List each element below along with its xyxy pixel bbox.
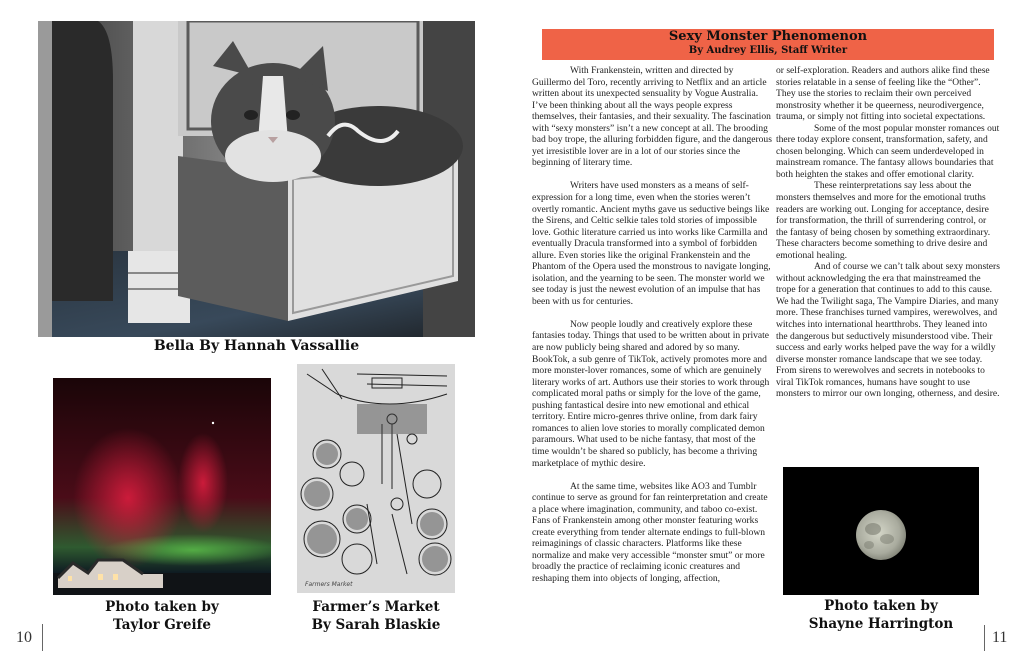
farmers-market-drawing	[297, 364, 455, 593]
farmers-market-caption	[280, 598, 472, 634]
aurora-caption	[53, 598, 271, 634]
page-number-divider-right	[984, 625, 985, 651]
article-column-1	[532, 65, 772, 584]
article-column-2	[776, 65, 1000, 400]
full-moon-photo	[783, 467, 979, 595]
moon-caption-line1: Photo taken by	[824, 598, 938, 614]
paragraph: or self-exploration. Readers and authors alike find these stories relatable in a sense of feeling like the “Other”. They use the stories to reclaim their own perceived monstrosity whether it be queerness, neurodivergence, trauma, or simply not fitting into societal expectations.	[776, 65, 990, 123]
paragraph: At the same time, websites like AO3 and Tumblr continue to serve as ground for fan reinterpretation and create a place where imagination, community, and taboo co-exist. Fans of Frankenstein among other monster featuring works create everything from tender alternate endings to full-blown reimaginings of classic characters. Platforms like these normalize and make very accessible “monster smut” or more broadly the practice of reclaiming iconic creatures and reshaping them into objects of longing, affection,	[532, 480, 768, 584]
moon-caption-line2: Shayne Harrington	[808, 616, 954, 632]
article-header-banner	[542, 29, 994, 60]
aurora-over-house-photo	[53, 378, 271, 595]
farmers-market-caption-line1: Farmer’s Market	[312, 599, 440, 615]
bella-caption: Bella By Hannah Vassallie	[153, 338, 360, 354]
aurora-caption-line2: Taylor Greife	[112, 617, 212, 633]
page-number-right: 11	[992, 629, 1008, 646]
article-title: Sexy Monster Phenomenon	[668, 29, 868, 44]
paragraph: These reinterpretations say less about the monsters themselves and more for the emotional truths readers are working out. Longing for acceptance, desire for transformation, the thrill of surrendering control, or the fantasy of being chosen by something extraordinary. These characters become something to drive desire and emotional healing.	[776, 180, 991, 261]
page-number-left: 10	[16, 629, 32, 646]
bella-painting	[38, 21, 475, 337]
aurora-caption-line1: Photo taken by	[105, 599, 219, 615]
paragraph: Now people loudly and creatively explore these fantasies today. Things that used to be written about in private are now publicly being shared and adored by so many. BookTok, a sub genre of TikTok, actively promotes more and more monster-lover romances, some of which are genuinely literary works of art. Authors use their stories to work through complicated moral paths or simply for the love of the game, pushing fantastical desire into new emotional and ethical territory. Entire micro-genres thrive online, from dark fairy romances to alien love stories to morally complicated demon paramours. What used to be niche fantasy, that most of the time wouldn’t be shared so publicly, has become a thriving marketplace of mythic desire.	[532, 318, 770, 469]
article-byline: By Audrey Ellis, Staff Writer	[688, 45, 848, 56]
paragraph: Some of the most popular monster romances out there today explore consent, transformation, safety, and chosen belonging. Which can seem underdeveloped in mainstream romance. The fantasy allows boundaries that both heighten the stakes and offer emotional clarity.	[776, 122, 1000, 180]
cat-in-box-illustration	[38, 21, 475, 337]
paragraph: Writers have used monsters as a means of self-expression for a long time, even when the stories weren’t overtly romantic. Ancient myths gave us seductive beings like the Sirens, and Celtic selkie tales told stories of impossible love. Gothic literature carried us into works like Carmilla and eventually Dracula transformed into a symbol of forbidden allure. Even stories like the original Frankenstein and the Phantom of the Opera used the monstrous to navigate longing, isolation, and the yearning to be seen. The monster world we see today is just the newest evolution of an impulse that has been with us for centuries.	[532, 180, 771, 307]
farmers-market-caption-line2: By Sarah Blaskie	[311, 617, 441, 633]
page-number-divider-left	[42, 624, 43, 651]
paragraph: And of course we can’t talk about sexy monsters without acknowledging the era that mainstreamed the trope for a generation that continues to add to this cause. We had the Twilight saga, The Vampire Diaries, and many more. These franchises turned vampires, werewolves, and witches into international heartthrobs. They leaned into the dangerous but seductively misunderstood vibe. Their success and early works helped pave the way for a wildly diverse monster romance landscape that we see today. From sirens to werewolves and secrets in notebooks to viral TikTok romances, humans have sought to use monsters to mirror our own longing, otherness, and desire.	[776, 261, 1000, 400]
drawing-signature: Farmers Market	[305, 581, 353, 588]
paragraph: With Frankenstein, written and directed by Guillermo del Toro, recently arriving to Netflix and an article written about its unexpected sensuality by Vogue Australia. I’ve been thinking about all the ways people express themselves, their fantasies, and their sexuality. The fascination with “sexy monsters” isn’t a new concept at all. The brooding bad boy trope, the alluring forbidden figure, and the dangerous yet irresistible lover are in a lot of our stories since the beginning of literary time.	[532, 65, 772, 169]
aurora-photo	[53, 378, 271, 595]
moon-caption	[773, 597, 989, 633]
moon-photo	[783, 467, 979, 595]
market-sketch	[297, 364, 455, 593]
